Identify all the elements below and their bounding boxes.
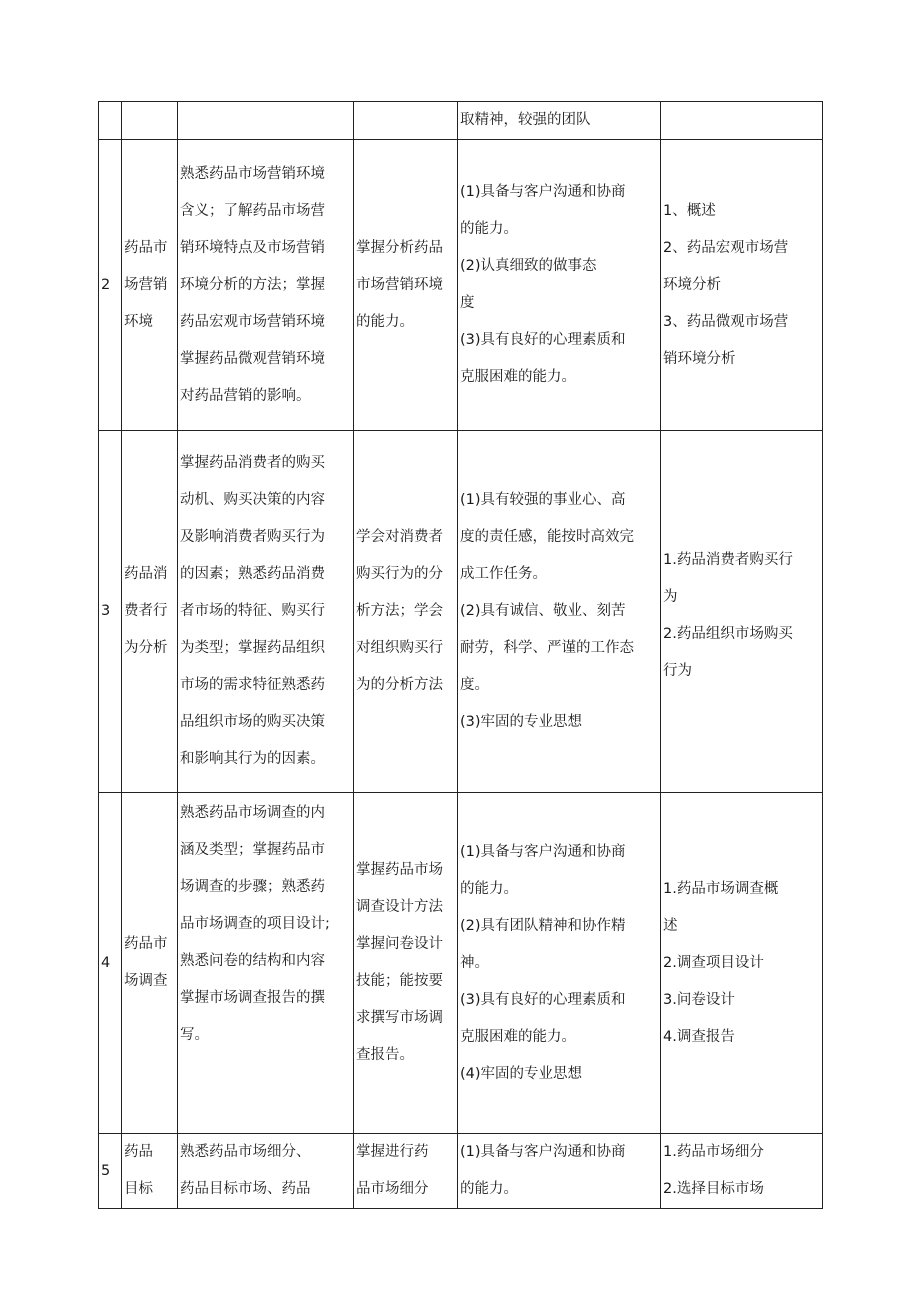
ability-goal-cell-line: 市场营销环境 xyxy=(356,276,443,293)
knowledge-goal-cell-line: 含义；了解药品市场营 xyxy=(180,202,325,219)
quality-goal-cell-line: 耐劳，科学、严谨的工作态 xyxy=(460,640,634,656)
unit-name-cell-line: 药品市 xyxy=(124,936,168,952)
ability-goal-cell-line: 对组织购买行 xyxy=(356,640,443,656)
quality-goal-cell-line: 度。 xyxy=(460,677,489,693)
quality-goal-cell-line: (3)具有良好的心理素质和 xyxy=(460,991,626,1008)
ability-goal-cell xyxy=(354,1134,458,1209)
table-row xyxy=(99,102,823,140)
row-number: 5 xyxy=(99,1134,122,1209)
table-row xyxy=(99,1134,823,1209)
knowledge-goal-cell xyxy=(178,140,354,431)
table-row xyxy=(99,140,823,431)
teaching-content-cell-line: 3、药品微观市场营 xyxy=(663,314,789,330)
unit-name-cell-line: 场调查 xyxy=(124,973,168,989)
knowledge-goal-cell-line: 场调查的步骤；熟悉药 xyxy=(180,879,325,895)
knowledge-goal-cell-line: 熟悉问卷的结构和内容 xyxy=(180,953,325,969)
unit-name-cell-line: 药品市 xyxy=(124,239,168,256)
ability-goal-cell-line: 掌握分析药品 xyxy=(356,239,443,256)
ability-goal-cell xyxy=(354,102,458,140)
table-row xyxy=(99,793,823,1134)
unit-name-cell xyxy=(122,102,178,140)
quality-goal-cell-line: (2)认真细致的做事态 xyxy=(460,258,597,274)
unit-name-cell xyxy=(122,140,178,431)
knowledge-goal-cell-line: 市场的需求特征熟悉药 xyxy=(180,677,325,693)
ability-goal-cell-line: 求撰写市场调 xyxy=(356,1010,443,1026)
row-number: 3 xyxy=(99,431,122,793)
ability-goal-cell-line: 掌握进行药 xyxy=(356,1144,429,1160)
quality-goal-cell-line: (1)具备与客户沟通和协商 xyxy=(460,843,626,860)
ability-goal-cell-line: 购买行为的分 xyxy=(356,566,443,582)
unit-name-cell-line: 场营销 xyxy=(124,276,168,293)
knowledge-goal-cell-line: 品组织市场的购买决策 xyxy=(180,714,325,730)
knowledge-goal-cell-line: 销环境特点及市场营销 xyxy=(180,239,325,256)
knowledge-goal-cell xyxy=(178,1134,354,1209)
quality-goal-cell-line: (1)具备与客户沟通和协商 xyxy=(460,184,626,200)
teaching-content-cell-line: 3.问卷设计 xyxy=(663,991,735,1008)
ability-goal-cell-line: 技能；能按要 xyxy=(356,973,443,989)
unit-name-cell-line: 药品消 xyxy=(124,566,168,582)
teaching-content-cell-line: 为 xyxy=(663,589,678,605)
quality-goal-cell-line: 度 xyxy=(460,295,475,311)
teaching-content-cell-line: 1.药品市场细分 xyxy=(663,1144,764,1160)
teaching-content-cell-line: 述 xyxy=(663,917,678,934)
knowledge-goal-cell-line: 为类型；掌握药品组织 xyxy=(180,640,325,656)
teaching-content-cell-line: 2.药品组织市场购买 xyxy=(663,626,793,642)
knowledge-goal-cell-line: 者市场的特征、购买行 xyxy=(180,603,325,619)
teaching-content-cell xyxy=(661,431,823,793)
unit-name-cell-line: 为分析 xyxy=(124,640,168,656)
ability-goal-cell-line: 查报告。 xyxy=(356,1047,414,1063)
quality-goal-cell xyxy=(458,102,661,140)
teaching-content-cell-line: 销环境分析 xyxy=(663,351,736,367)
knowledge-goal-cell-line: 药品目标市场、药品 xyxy=(180,1181,311,1197)
quality-goal-cell-line: 克服困难的能力。 xyxy=(460,369,576,385)
quality-goal-cell-line: 神。 xyxy=(460,954,489,971)
knowledge-goal-cell-line: 熟悉药品市场细分、 xyxy=(180,1144,311,1160)
unit-name-cell-line: 环境 xyxy=(124,313,153,330)
ability-goal-cell-line: 掌握药品市场 xyxy=(356,862,443,878)
teaching-content-cell-line: 1.药品市场调查概 xyxy=(663,880,779,897)
ability-goal-cell-line: 学会对消费者 xyxy=(356,529,443,545)
teaching-content-cell-line: 1、概述 xyxy=(663,203,716,219)
row-number: 2 xyxy=(99,140,122,431)
course-table xyxy=(98,101,823,1209)
knowledge-goal-cell-line: 的因素；熟悉药品消费 xyxy=(180,566,325,582)
knowledge-goal-cell-line: 掌握市场调查报告的撰 xyxy=(180,990,325,1006)
teaching-content-cell-line: 2、药品宏观市场营 xyxy=(663,240,789,256)
ability-goal-cell xyxy=(354,431,458,793)
unit-name-cell-line: 费者行 xyxy=(124,603,168,619)
teaching-content-cell-line: 1.药品消费者购买行 xyxy=(663,552,793,568)
ability-goal-cell xyxy=(354,140,458,431)
knowledge-goal-cell-line: 及影响消费者购买行为 xyxy=(180,529,325,545)
teaching-content-cell-line: 环境分析 xyxy=(663,277,721,293)
knowledge-goal-cell-line: 药品宏观市场营销环境 xyxy=(180,313,325,330)
teaching-content-cell-line: 2.选择目标市场 xyxy=(663,1181,764,1197)
knowledge-goal-cell xyxy=(178,793,354,1134)
unit-name-cell xyxy=(122,793,178,1134)
teaching-content-cell xyxy=(661,140,823,431)
quality-goal-cell-line: (3)牢固的专业思想 xyxy=(460,714,583,730)
knowledge-goal-cell-line: 掌握药品微观营销环境 xyxy=(180,350,325,367)
knowledge-goal-cell xyxy=(178,102,354,140)
quality-goal-cell-line: 度的责任感，能按时高效完 xyxy=(460,529,634,545)
knowledge-goal-cell-line: 和影响其行为的因素。 xyxy=(180,751,325,767)
row-number: 4 xyxy=(99,793,122,1134)
unit-name-cell-line: 药品 xyxy=(124,1144,153,1160)
teaching-content-cell xyxy=(661,102,823,140)
knowledge-goal-cell-line: 品市场调查的项目设计; xyxy=(180,916,330,932)
knowledge-goal-cell-line: 掌握药品消费者的购买 xyxy=(180,455,325,471)
knowledge-goal-cell-line: 对药品营销的影响。 xyxy=(180,387,311,404)
quality-goal-cell-line: (4)牢固的专业思想 xyxy=(460,1065,583,1082)
ability-goal-cell-line: 析方法；学会 xyxy=(356,603,443,619)
quality-goal-cell-line: (1)具有较强的事业心、高 xyxy=(460,492,626,508)
quality-goal-cell xyxy=(458,140,661,431)
knowledge-goal-cell-line: 环境分析的方法；掌握 xyxy=(180,276,325,293)
knowledge-goal-cell-line: 熟悉药品市场调查的内 xyxy=(180,805,325,821)
quality-goal-cell-line: (3)具有良好的心理素质和 xyxy=(460,332,626,348)
course-table-body xyxy=(99,102,823,1209)
knowledge-goal-cell xyxy=(178,431,354,793)
ability-goal-cell-line: 调查设计方法 xyxy=(356,899,443,915)
teaching-content-cell xyxy=(661,1134,823,1209)
table-row xyxy=(99,431,823,793)
quality-goal-cell-line: 的能力。 xyxy=(460,221,518,237)
teaching-content-cell-line: 2.调查项目设计 xyxy=(663,954,764,971)
teaching-content-cell-line: 4.调查报告 xyxy=(663,1028,735,1045)
quality-goal-cell-line: 取精神，较强的团队 xyxy=(460,112,591,128)
unit-name-cell xyxy=(122,1134,178,1209)
unit-name-cell-line: 目标 xyxy=(124,1181,153,1197)
quality-goal-cell xyxy=(458,1134,661,1209)
knowledge-goal-cell-line: 写。 xyxy=(180,1027,209,1043)
teaching-content-cell-line: 行为 xyxy=(663,663,692,679)
unit-name-cell xyxy=(122,431,178,793)
quality-goal-cell-line: 的能力。 xyxy=(460,1181,518,1197)
quality-goal-cell-line: (2)具有团队精神和协作精 xyxy=(460,917,626,934)
ability-goal-cell-line: 的能力。 xyxy=(356,313,414,330)
quality-goal-cell-line: 克服困难的能力。 xyxy=(460,1028,576,1045)
quality-goal-cell xyxy=(458,793,661,1134)
ability-goal-cell-line: 品市场细分 xyxy=(356,1181,429,1197)
ability-goal-cell-line: 为的分析方法 xyxy=(356,677,443,693)
ability-goal-cell xyxy=(354,793,458,1134)
quality-goal-cell-line: (1)具备与客户沟通和协商 xyxy=(460,1144,626,1160)
quality-goal-cell-line: 成工作任务。 xyxy=(460,566,547,582)
teaching-content-cell xyxy=(661,793,823,1134)
knowledge-goal-cell-line: 动机、购买决策的内容 xyxy=(180,492,325,508)
knowledge-goal-cell-line: 熟悉药品市场营销环境 xyxy=(180,165,325,182)
quality-goal-cell-line: (2)具有诚信、敬业、刻苦 xyxy=(460,603,626,619)
quality-goal-cell xyxy=(458,431,661,793)
ability-goal-cell-line: 掌握问卷设计 xyxy=(356,936,443,952)
quality-goal-cell-line: 的能力。 xyxy=(460,880,518,897)
row-number xyxy=(99,102,122,140)
knowledge-goal-cell-line: 涵及类型；掌握药品市 xyxy=(180,842,325,858)
